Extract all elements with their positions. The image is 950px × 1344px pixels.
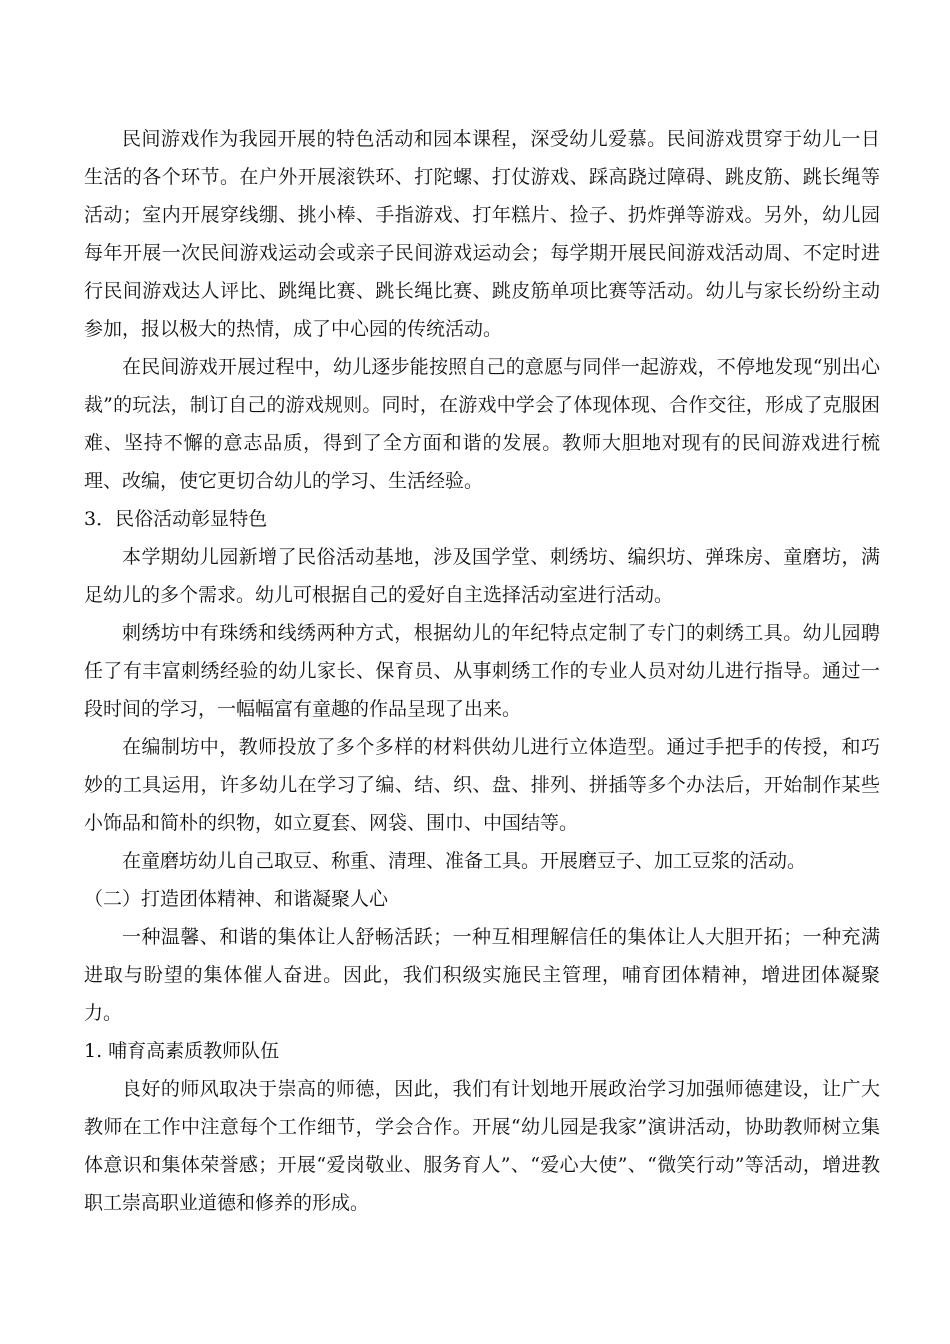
- body-paragraph: 刺绣坊中有珠绣和线绣两种方式，根据幼儿的年纪特点定制了专门的刺绣工具。幼儿园聘任了有丰富刺绣经验的幼儿家长、保育员、从事刺绣工作的专业人员对幼儿进行指导。通过一段时间的学习，一幅幅富有童趣的作品呈现了出来。: [84, 622, 880, 720]
- body-paragraph: 民间游戏作为我园开展的特色活动和园本课程，深受幼儿爱慕。民间游戏贯穿于幼儿一日生活的各个环节。在户外开展滚铁环、打陀螺、打仗游戏、踩高跷过障碍、跳皮筋、跳长绳等活动；室内开展穿线绷、挑小棒、手指游戏、打年糕片、捡子、扔炸弹等游戏。另外，幼儿园每年开展一次民间游戏运动会或亲子民间游戏运动会；每学期开展民间游戏活动周、不定时进行民间游戏达人评比、跳绳比赛、跳长绳比赛、跳皮筋单项比赛等活动。幼儿与家长纷纷主动参加，报以极大的热情，成了中心园的传统活动。: [84, 128, 880, 340]
- section-heading: 3．民俗活动彰显特色: [84, 508, 268, 530]
- body-paragraph: 在童磨坊幼儿自己取豆、称重、清理、准备工具。开展磨豆子、加工豆浆的活动。: [122, 850, 807, 872]
- subsection-heading: 1. 哺育高素质教师队伍: [84, 1040, 280, 1062]
- section-heading: （二）打造团体精神、和谐凝聚人心: [84, 888, 389, 910]
- document-body: [84, 120, 880, 1222]
- body-paragraph: 在民间游戏开展过程中，幼儿逐步能按照自己的意愿与同伴一起游戏，不停地发现“别出心裁”的玩法，制订自己的游戏规则。同时，在游戏中学会了体现体现、合作交往，形成了克服困难、坚持不懈的意志品质，得到了全方面和谐的发展。教师大胆地对现有的民间游戏进行梳理、改编，使它更切合幼儿的学习、生活经验。: [84, 356, 880, 492]
- body-paragraph: 本学期幼儿园新增了民俗活动基地，涉及国学堂、刺绣坊、编织坊、弹珠房、童磨坊，满足幼儿的多个需求。幼儿可根据自己的爱好自主选择活动室进行活动。: [84, 546, 880, 606]
- body-paragraph: 在编制坊中，教师投放了多个多样的材料供幼儿进行立体造型。通过手把手的传授，和巧妙的工具运用，许多幼儿在学习了编、结、织、盘、排列、拼插等多个办法后，开始制作某些小饰品和简朴的织物，如立夏套、网袋、围巾、中国结等。: [84, 736, 880, 834]
- body-paragraph: 一种温馨、和谐的集体让人舒畅活跃；一种互相理解信任的集体让人大胆开拓；一种充满进取与盼望的集体催人奋进。因此，我们积级实施民主管理，哺育团体精神，增进团体凝聚力。: [84, 926, 880, 1024]
- body-paragraph: 良好的师风取决于崇高的师德，因此，我们有计划地开展政治学习加强师德建设，让广大教师在工作中注意每个工作细节，学会合作。开展“幼儿园是我家”演讲活动，协助教师树立集体意识和集体荣誉感；开展“爱岗敬业、服务育人”、“爱心大使”、“微笑行动”等活动，增进教职工崇高职业道德和修养的形成。: [84, 1078, 880, 1214]
